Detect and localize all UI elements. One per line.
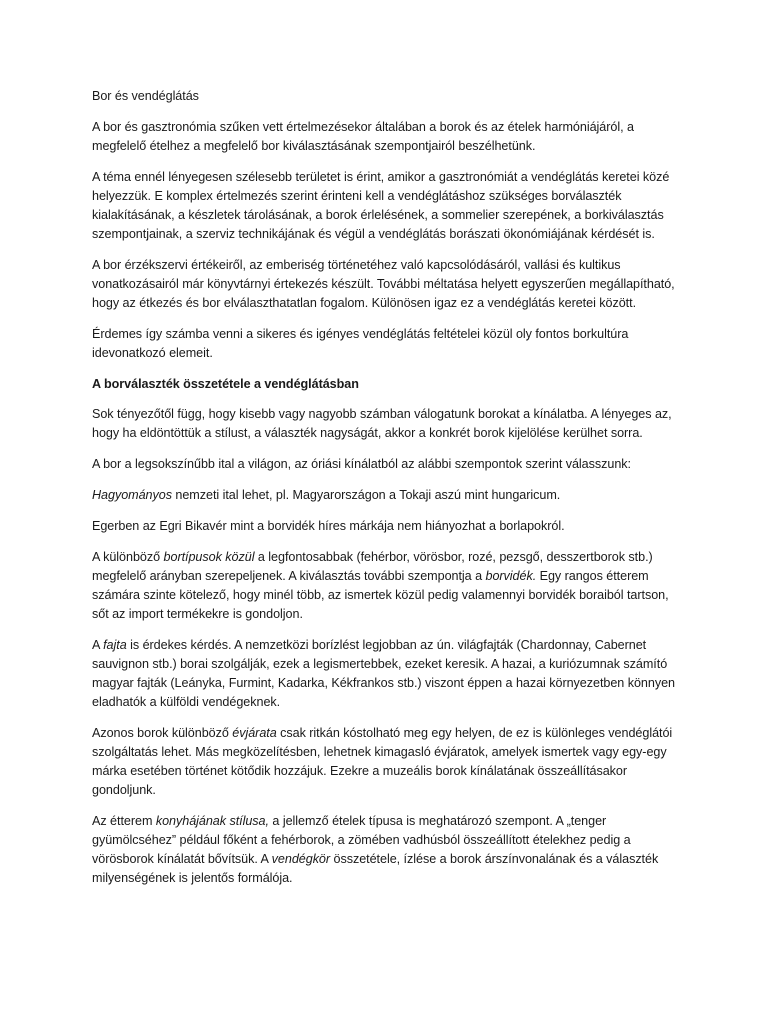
emphasis-fajta: fajta: [103, 638, 127, 652]
paragraph-12-text-b: a jellemző ételek típusa is meghatározó szempont. A „tenger gyümölcséhez” például főként a fehérborok, a zömében vadhúsból összeállított ételekhez pedig a vörösborok kínálatát bővítsük. A: [92, 814, 631, 866]
paragraph-1: A bor és gasztronómia szűken vett értelmezésekor általában a borok és az ételek harmóniájáról, a megfelelő ételhez a megfelelő bor kiválasztásának szempontjairól beszélhetünk.: [92, 120, 634, 153]
paragraph-7: [92, 486, 678, 505]
section-heading: A borválaszték összetétele a vendéglátásban: [92, 377, 359, 391]
document-title: Bor és vendéglátás: [92, 89, 199, 103]
paragraph-9-text-c: Egy rangos étterem számára szinte kötelező, hogy minél több, az ismertek közül pedig valamennyi borvidék boraiból tartson, sőt az import termékekre is gondoljon.: [92, 569, 669, 621]
paragraph-9: [92, 548, 678, 624]
paragraph-6: A bor a legsokszínűbb ital a világon, az óriási kínálatból az alábbi szempontok szerint válasszunk:: [92, 457, 631, 471]
emphasis-hagyomanyos: Hagyományos: [92, 488, 172, 502]
paragraph-12-text-c: összetétele, ízlése a borok árszínvonalának és a választék milyenségének is jelentős formálója.: [92, 852, 659, 885]
paragraph-12: [92, 812, 678, 888]
paragraph-2: A téma ennél lényegesen szélesebb területet is érint, amikor a gasztronómiát a vendéglátás keretei közé helyezzük. E komplex értelmezés szerint érinteni kell a vendéglátáshoz szükséges borválaszték kialakításának, a készletek tárolásának, a borok érlelésének, a sommelier szerepének, a borkiválasztás szempontjainak, a szerviz technikájának és végül a vendéglátás borászati ökonómiájának kérdését is.: [92, 170, 670, 241]
paragraph-11-text-a: Azonos borok különböző: [92, 726, 233, 740]
emphasis-bortipusok: bortípusok közül: [163, 550, 255, 564]
emphasis-evjarata: évjárata: [232, 726, 277, 740]
paragraph-5: Sok tényezőtől függ, hogy kisebb vagy nagyobb számban válogatunk borokat a kínálatba. A lényeges az, hogy ha eldöntöttük a stílust, a választék nagyságát, akkor a konkrét borok kijelölése kerülhet sorra.: [92, 407, 672, 440]
paragraph-9-text-b: a legfontosabbak (fehérbor, vörösbor, rozé, pezsgő, desszertborok stb.) megfelelő arányban szerepeljenek. A kiválasztás további szempontja a: [92, 550, 653, 583]
paragraph-10-text-a: A: [92, 638, 104, 652]
paragraph-12-text-a: Az étterem: [92, 814, 156, 828]
emphasis-vendegkor: vendégkör: [271, 852, 331, 866]
paragraph-7-text: nemzeti ital lehet, pl. Magyarországon a Tokaji aszú mint hungaricum.: [171, 488, 561, 502]
paragraph-10-text-b: is érdekes kérdés. A nemzetközi borízlést legjobban az ún. világfajták (Chardonnay, Cabernet sauvignon stb.) borai szolgálják, ezek a legismertebbek, ezeket keresik. A hazai, a kuriózumnak számító magyar fajták (Leányka, Furmint, Kadarka, Kékfrankos stb.) viszont éppen a hazai környezetben könnyen eladhatók a külföldi vendégeknek.: [92, 638, 675, 709]
paragraph-11: [92, 724, 678, 800]
paragraph-9-text-a: A különböző: [92, 550, 164, 564]
emphasis-borvidek: borvidék.: [485, 569, 537, 583]
emphasis-konyhajanak-stilusa: konyhájának stílusa,: [155, 814, 269, 828]
paragraph-11-text-b: csak ritkán kóstolható meg egy helyen, de ez is különleges vendéglátói szolgáltatás lehet. Más megközelítésben, lehetnek kimagasló évjáratok, amelyek ismertek vagy egy-egy márka esetében történet kötődik hozzájuk. Ezekre a muzeális borok kínálatának összeállításakor gondoljunk.: [92, 726, 673, 797]
paragraph-10: [92, 636, 678, 712]
paragraph-8: Egerben az Egri Bikavér mint a borvidék híres márkája nem hiányozhat a borlapokról.: [92, 519, 565, 533]
paragraph-4: Érdemes így számba venni a sikeres és igényes vendéglátás feltételei közül oly fontos borkultúra idevonatkozó elemeit.: [92, 327, 629, 360]
paragraph-3: A bor érzékszervi értékeiről, az emberiség történetéhez való kapcsolódásáról, vallási és kultikus vonatkozásairól már könyvtárnyi értekezés készült. További méltatása helyett egyszerűen megállapítható, hogy az étkezés és bor elválaszthatatlan fogalom. Különösen igaz ez a vendéglátás keretei között.: [92, 258, 675, 310]
